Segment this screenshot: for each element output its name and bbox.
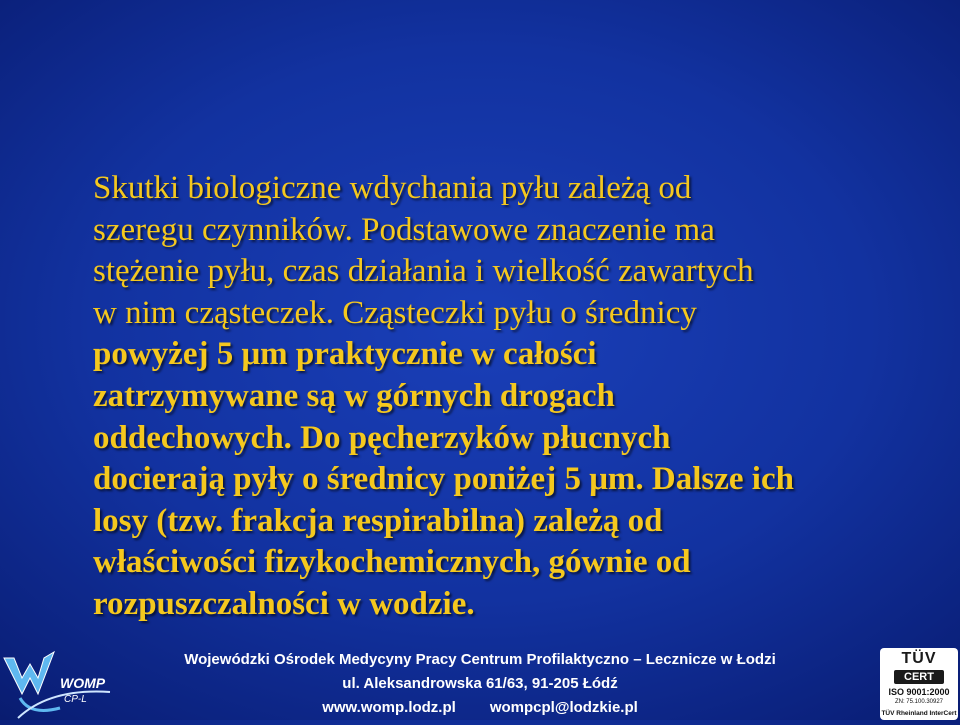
text-line-2: szeregu czynników. Podstawowe znaczenie ma [93,211,715,248]
tuv-certificate-logo [880,648,958,720]
text-line-11: rozpuszczalności w wodzie. [93,585,475,622]
text-line-6: zatrzymywane są w górnych drogach [93,377,615,414]
text-line-4: w nim cząsteczek. Cząsteczki pyłu o średnicy [93,294,697,331]
tuv-issuer-label: TÜV Rheinland InterCert [881,710,957,717]
text-line-1: Skutki biologiczne wdychania pyłu zależą od [93,170,692,206]
tuv-word: TÜV [901,650,937,667]
text-line-10: właściwości fizykochemicznych, gównie od [93,544,691,581]
text-line-9: losy (tzw. frakcja respirabilna) zależą od [93,502,663,539]
footer-institution: Wojewódzki Ośrodek Medycyny Pracy Centrum Profilaktyczno – Lecznicze w Łodzi [184,651,776,668]
footer-text [160,648,800,720]
footer-email-link[interactable]: wompcpl@lodzkie.pl [489,699,638,716]
womp-logo-subtext: CP-L [64,694,87,705]
tuv-iso-label: ISO 9001:2000 [888,687,950,697]
text-line-5: powyżej 5 μm praktycznie w całości [93,336,597,373]
tuv-zn-label: ZN: 75.100.30927 [894,699,944,705]
slide-body-text [93,168,913,626]
footer-address: ul. Aleksandrowska 61/63, 91-205 Łódź [342,675,618,692]
footer [0,642,960,720]
text-line-3: stężenie pyłu, czas działania i wielkość zawartych [93,253,754,290]
text-line-8: docierają pyły o średnicy poniżej 5 μm. Dalsze ich [93,461,794,498]
tuv-cert-band: CERT [894,670,944,684]
womp-logo-text: WOMP [60,675,106,691]
footer-website-link[interactable]: www.womp.lodz.pl [322,699,456,716]
text-line-7: oddechowych. Do pęcherzyków płucnych [93,419,671,456]
footer-contact [160,696,800,720]
